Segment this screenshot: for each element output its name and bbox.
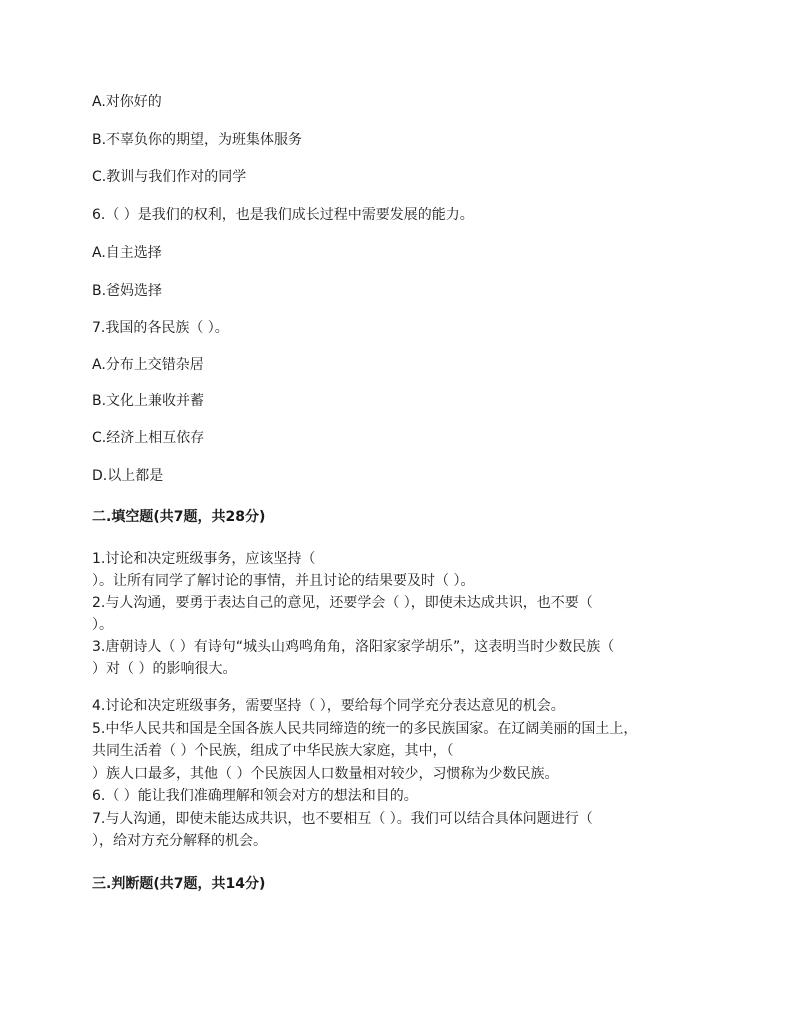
q7-option-d: D.以上都是 [92,468,164,484]
fill-line: 4.讨论和决定班级事务，需要坚持（ ），要给每个同学充分表达意见的机会。 [92,698,565,714]
q7-stem: 7.我国的各民族（ ）。 [92,320,229,336]
fill-line: 7.与人沟通，即使未能达成共识，也不要相互（ ）。我们可以结合具体问题进行（ [92,811,593,827]
fill-line: ）族人口最多，其他（ ）个民族因人口数量相对较少，习惯称为少数民族。 [92,766,559,782]
fill-line: 6.（ ）能让我们准确理解和领会对方的想法和目的。 [92,788,418,804]
q7-option-a: A.分布上交错杂居 [92,357,204,373]
fill-line: 3.唐朝诗人（ ）有诗句“城头山鸡鸣角角，洛阳家家学胡乐”，这表明当时少数民族（ [92,639,615,655]
fill-line: 5.中华人民共和国是全国各族人民共同缔造的统一的多民族国家。在辽阔美丽的国土上， [92,721,638,737]
fill-line: ）。 [92,617,113,633]
section-two-title: 二.填空题(共7题，共28分) [92,509,266,525]
fill-line: ）对（ ）的影响很大。 [92,661,237,677]
q5-option-b: B.不辜负你的期望，为班集体服务 [92,132,303,148]
fill-line: ），给对方充分解释的机会。 [92,833,267,849]
q7-option-b: B.文化上兼收并蓄 [92,393,205,409]
fill-line: 2.与人沟通，要勇于表达自己的意见，还要学会（ ），即使未达成共识，也不要（ [92,595,593,611]
q5-option-a: A.对你好的 [92,94,162,110]
fill-line: 1.讨论和决定班级事务，应该坚持（ [92,551,316,567]
fill-line: ）。让所有同学了解讨论的事情，并且讨论的结果要及时（ ）。 [92,573,475,589]
fill-line: 共同生活着（ ）个民族，组成了中华民族大家庭，其中，（ [92,743,454,759]
q7-option-c: C.经济上相互依存 [92,430,205,446]
q6-option-b: B.爸妈选择 [92,283,163,299]
q6-option-a: A.自主选择 [92,245,162,261]
q6-stem: 6.（ ）是我们的权利，也是我们成长过程中需要发展的能力。 [92,207,474,223]
q5-option-c: C.教训与我们作对的同学 [92,169,247,185]
section-three-title: 三.判断题(共7题，共14分) [92,876,266,892]
